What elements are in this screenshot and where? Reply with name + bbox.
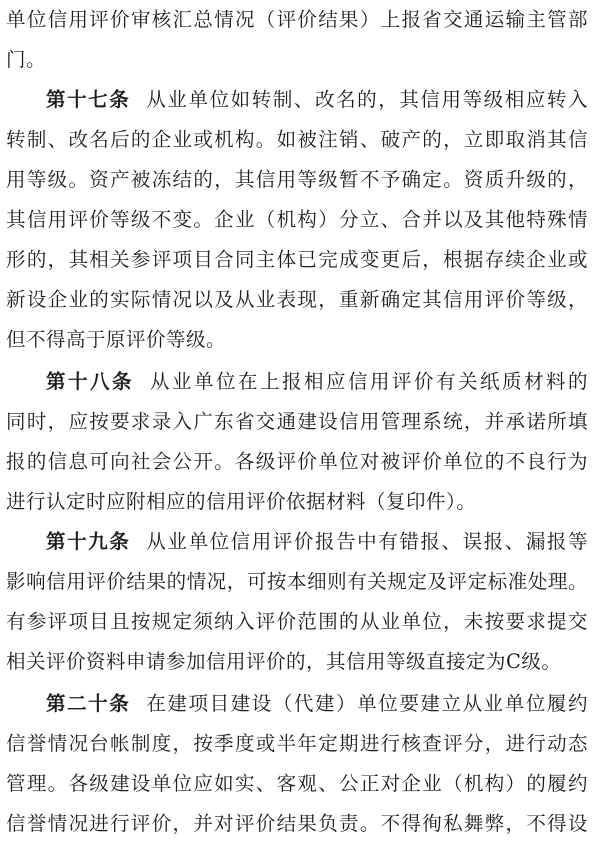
text-line: 用等级。资产被冻结的，其信用等级暂不予确定。资质升级的， xyxy=(6,168,588,191)
article-20-paragraph-start xyxy=(0,684,600,724)
text-line: 形的，其相关参评项目合同主体已完成变更后，根据存续企业或 xyxy=(6,248,588,271)
text-line: 管理。各级建设单位应如实、客观、公正对企业（机构）的履约 xyxy=(6,772,588,795)
text-line: 有参评项目且按规定须纳入评价范围的从业单位，未按要求提交 xyxy=(6,610,588,633)
article-heading: 第十九条 xyxy=(46,530,131,553)
text-line: 从业单位信用评价报告中有错报、误报、漏报等 xyxy=(146,530,588,553)
text-line: 新设企业的实际情况以及从业表现，重新确定其信用评价等级， xyxy=(6,288,588,311)
text-line: 但不得高于原评价等级。 xyxy=(6,328,227,351)
text-line: 进行认定时应附相应的信用评价依据材料（复印件）。 xyxy=(6,490,477,513)
article-19-paragraph-start xyxy=(0,522,600,562)
article-17-paragraph-start xyxy=(0,80,600,120)
text-line: 门。 xyxy=(6,48,47,71)
text-line: 信誉情况进行评价，并对评价结果负责。不得徇私舞弊，不得设 xyxy=(6,812,588,835)
text-line: 报的信息可向社会公开。各级评价单位对被评价单位的不良行为 xyxy=(6,450,588,473)
text-line: 转制、改名后的企业或机构。如被注销、破产的，立即取消其信 xyxy=(6,128,588,151)
text-line: 相关评价资料申请参加信用评价的，其信用等级直接定为C级。 xyxy=(6,650,562,673)
text-line: 同时，应按要求录入广东省交通建设信用管理系统，并承诺所填 xyxy=(6,410,588,433)
text-line: 从业单位在上报相应信用评价有关纸质材料的 xyxy=(150,370,588,393)
text-line: 其信用评价等级不变。企业（机构）分立、合并以及其他特殊情 xyxy=(6,208,588,231)
text-line: 单位信用评价审核汇总情况（评价结果）上报省交通运输主管部 xyxy=(6,8,588,31)
article-heading: 第十八条 xyxy=(46,370,134,393)
article-18-paragraph-start xyxy=(0,362,600,402)
article-heading: 第二十条 xyxy=(46,692,131,715)
text-line: 信誉情况台帐制度，按季度或半年定期进行核查评分，进行动态 xyxy=(6,732,588,755)
text-line: 在建项目建设（代建）单位要建立从业单位履约 xyxy=(146,692,588,715)
article-heading: 第十七条 xyxy=(46,88,131,111)
text-line: 从业单位如转制、改名的，其信用等级相应转入 xyxy=(146,88,588,111)
text-line: 影响信用评价结果的情况，可按本细则有关规定及评定标准处理。 xyxy=(6,570,588,593)
